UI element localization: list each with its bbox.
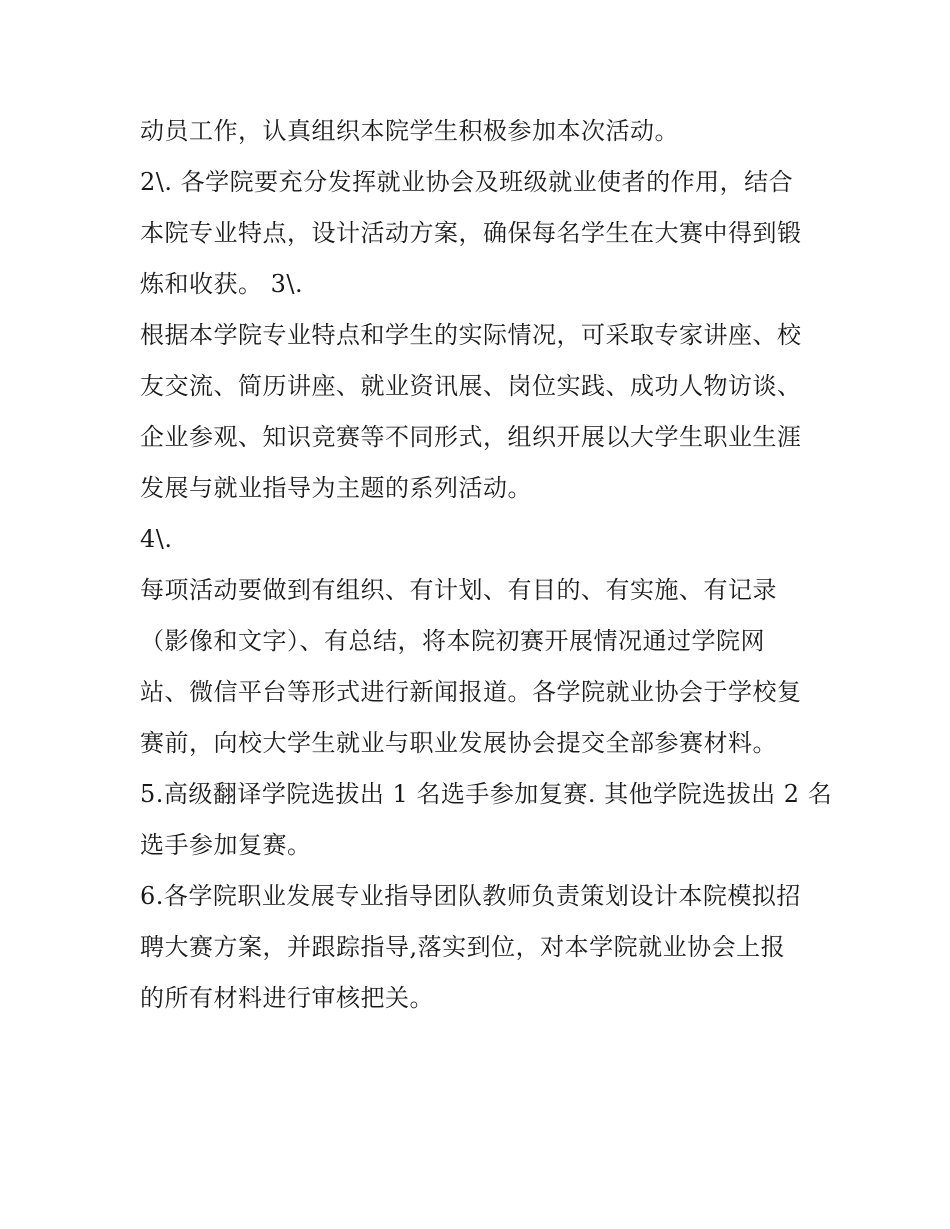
text-line: 的所有材料进行审核把关。 [140,984,434,1012]
text-line: 友交流、简历讲座、就业资讯展、岗位实践、成功人物访谈、 [140,372,802,400]
text-line: 6.各学院职业发展专业指导团队教师负责策划设计本院模拟招 [140,882,801,910]
text-line: 发展与就业指导为主题的系列活动。 [140,474,532,502]
text-line: 站、微信平台等形式进行新闻报道。各学院就业协会于学校复 [140,678,802,706]
text-line: 动员工作，认真组织本院学生积极参加本次活动。 [140,117,679,145]
text-line: 2\. 各学院要充分发挥就业协会及班级就业使者的作用，结合 [140,168,794,196]
text-line: 5.高级翻译学院选拔出 1 名选手参加复赛. 其他学院选拔出 2 名 [140,780,833,808]
document-body [140,106,833,1024]
text-line: 企业参观、知识竞赛等不同形式，组织开展以大学生职业生涯 [140,423,802,451]
text-line: 每项活动要做到有组织、有计划、有目的、有实施、有记录 [140,576,777,604]
text-line: 赛前，向校大学生就业与职业发展协会提交全部参赛材料。 [140,729,777,757]
text-line: （影像和文字）、有总结，将本院初赛开展情况通过学院网 [140,627,765,655]
text-line: 选手参加复赛。 [140,831,312,859]
text-line: 本院专业特点，设计活动方案，确保每名学生在大赛中得到锻 [140,219,802,247]
text-line: 根据本学院专业特点和学生的实际情况，可采取专家讲座、校 [140,321,802,349]
text-line: 4\. [140,525,173,553]
text-line: 炼和收获。 3\. [140,270,304,298]
text-line: 聘大赛方案，并跟踪指导,落实到位，对本学院就业协会上报 [140,933,786,961]
